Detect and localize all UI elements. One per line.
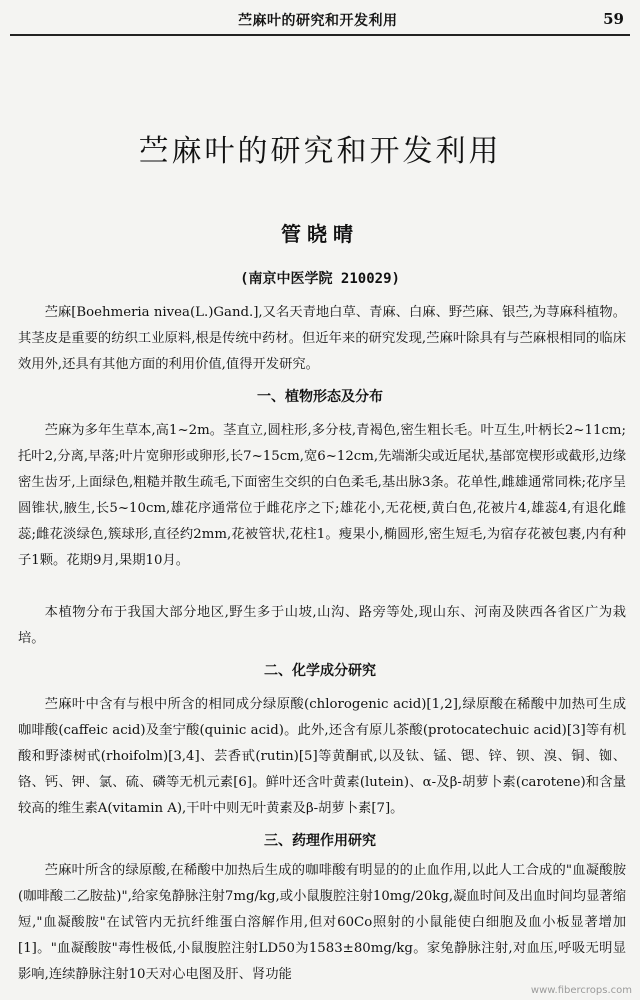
chemistry-paragraph: 苎麻叶中含有与根中所含的相同成分绿原酸(chlorogenic acid)[1,2],绿原酸在稀酸中加热可生成咖啡酸(caffeic acid)及奎宁酸(quinic acid)。此外,还含有原儿茶酸(protocatechuic acid)[3]等有机酸和野漆树甙(rhoifolm)[3,4]、芸香甙(rutin)[5]等黄酮甙,以及钛、锰、锶、锌、钡、溴、铜、铷、铬、钙、钾、氯、硫、磷等无机元素[6]。鲜叶还含叶黄素(lutein)、α-及β-胡萝卜素(carotene)和含量较高的维生素A(vitamin A),干叶中则无叶黄素及β-胡萝卜素[7]。 [18, 697, 626, 816]
running-header [10, 0, 630, 36]
section-heading-pharmacology: 三、药理作用研究 [264, 833, 376, 849]
section-heading-chemistry: 二、化学成分研究 [264, 663, 376, 679]
article-title: 苎麻叶的研究和开发利用 [138, 134, 502, 169]
section-heading-morphology: 一、植物形态及分布 [257, 389, 383, 405]
distribution-paragraph: 本植物分布于我国大部分地区,野生多于山坡,山沟、路旁等处,现山东、河南及陕西各省区广为栽培。 [18, 605, 626, 646]
author-name: 管晓晴 [281, 222, 359, 246]
page-number: 59 [603, 10, 624, 28]
watermark: www.fibercrops.com [530, 985, 632, 996]
intro-paragraph: 苎麻[Boehmeria nivea(L.)Gand.],又名天青地白草、青麻、白麻、野苎麻、银苎,为荨麻科植物。其茎皮是重要的纺织工业原料,根是传统中药材。但近年来的研究发现,苎麻叶除具有与苎麻根相同的临床效用外,还具有其他方面的利用价值,值得开发研究。 [18, 305, 626, 372]
morphology-paragraph: 苎麻为多年生草本,高1~2m。茎直立,圆柱形,多分枝,青褐色,密生粗长毛。叶互生,叶柄长2~11cm;托叶2,分离,早落;叶片宽卵形或卵形,长7~15cm,宽6~12cm,先端渐尖或近尾状,基部宽楔形或截形,边缘密生齿牙,上面绿色,粗糙并散生疏毛,下面密生交织的白色柔毛,基出脉3条。花单性,雌雄通常同株;花序呈圆锥状,腋生,长5~10cm,雄花序通常位于雌花序之下;雄花小,无花梗,黄白色,花被片4,雄蕊4,有退化雌蕊;雌花淡绿色,簇球形,直径约2mm,花被管状,花柱1。瘦果小,椭圆形,密生短毛,为宿存花被包裹,内有种子1颗。花期9月,果期10月。 [18, 423, 626, 568]
author-affiliation: (南京中医学院 210029) [240, 271, 400, 287]
running-header-title: 苎麻叶的研究和开发利用 [238, 13, 398, 29]
pharmacology-paragraph: 苎麻叶所含的绿原酸,在稀酸中加热后生成的咖啡酸有明显的的止血作用,以此人工合成的"血凝酸胺(咖啡酸二乙胺盐)",给家兔静脉注射7mg/kg,或小鼠腹腔注射10mg/20kg,凝血时间及出血时间均显著缩短,"血凝酸胺"在试管内无抗纤维蛋白溶解作用,但对60Co照射的小鼠能使白细胞及血小板显著增加[1]。"血凝酸胺"毒性极低,小鼠腹腔注射LD50为1583±80mg/kg。家兔静脉注射,对血压,呼吸无明显影响,连续静脉注射10天对心电图及肝、肾功能 [18, 863, 626, 982]
